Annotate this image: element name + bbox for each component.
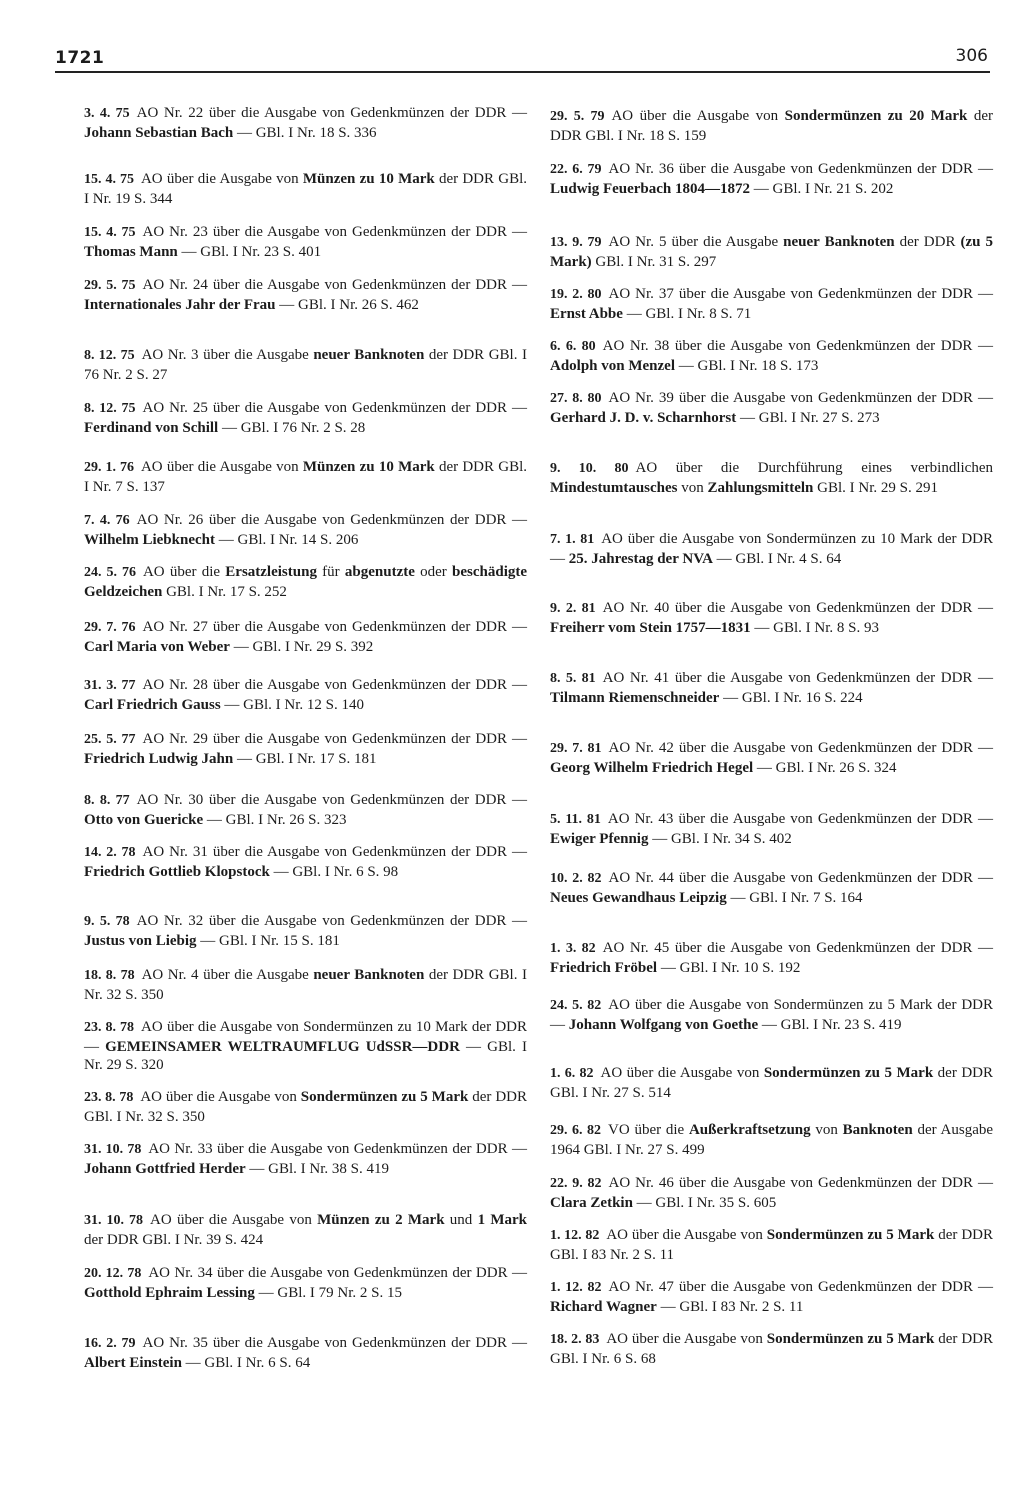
register-entry bbox=[550, 389, 993, 427]
entry-keyword: Carl Friedrich Gauss bbox=[84, 696, 221, 713]
register-entry bbox=[550, 939, 993, 977]
entry-date: 1. 12. 82 bbox=[550, 1280, 602, 1295]
entry-text: — GBl. I Nr. 26 S. 324 bbox=[753, 759, 897, 776]
entry-text: — GBl. I Nr. 12 S. 140 bbox=[220, 696, 364, 713]
entry-text: AO Nr. 46 über die Ausgabe von Gedenkmünzen der DDR — bbox=[608, 1175, 993, 1191]
entry-date: 29. 5. 75 bbox=[84, 278, 136, 293]
entry-text: AO über die Ausgabe von bbox=[606, 1227, 767, 1243]
entry-date: 9. 2. 81 bbox=[550, 601, 596, 616]
entry-date: 20. 12. 78 bbox=[84, 1266, 142, 1281]
entry-date: 14. 2. 78 bbox=[84, 845, 136, 860]
entry-text: — GBl. I Nr. 6 S. 64 bbox=[181, 1354, 311, 1371]
entry-date: 29. 7. 76 bbox=[84, 620, 136, 635]
entry-keyword: Außerkraftsetzung bbox=[688, 1122, 811, 1138]
entry-keyword: Justus von Liebig bbox=[84, 932, 197, 949]
entry-text: der DDR GBl. I Nr. 32 S. 350 bbox=[84, 1089, 527, 1125]
entry-text: AO Nr. 38 über die Ausgabe von Gedenkmünzen der DDR — bbox=[602, 338, 993, 354]
entry-date: 8. 12. 75 bbox=[84, 348, 135, 363]
entry-keyword: Neues Gewandhaus Leipzig bbox=[550, 889, 727, 906]
entry-text: AO Nr. 41 über die Ausgabe von Gedenkmünzen der DDR — bbox=[602, 670, 993, 686]
entry-text: — GBl. I Nr. 23 S. 401 bbox=[177, 243, 322, 260]
entry-keyword: Ferdinand von Schill bbox=[84, 419, 219, 436]
entry-text: — GBl. I Nr. 16 S. 224 bbox=[719, 689, 863, 706]
register-entry bbox=[84, 791, 527, 829]
entry-text: — GBl. I Nr. 6 S. 98 bbox=[269, 863, 399, 880]
entry-text: von bbox=[677, 479, 708, 496]
entry-text: GBl. I Nr. 17 S. 252 bbox=[162, 583, 287, 600]
entry-date: 29. 7. 81 bbox=[550, 741, 602, 756]
entry-keyword: Richard Wagner bbox=[550, 1298, 657, 1315]
register-entry bbox=[84, 458, 527, 496]
entry-text: — GBl. I Nr. 10 S. 192 bbox=[657, 959, 801, 976]
entry-date: 5. 11. 81 bbox=[550, 812, 601, 827]
register-entry bbox=[84, 511, 527, 549]
entry-keyword: Friedrich Fröbel bbox=[550, 959, 658, 976]
entry-date: 9. 5. 78 bbox=[84, 914, 130, 929]
entry-text: AO Nr. 28 über die Ausgabe von Gedenkmünzen der DDR — bbox=[142, 677, 527, 693]
entry-text: AO Nr. 26 über die Ausgabe von Gedenkmünzen der DDR — bbox=[136, 512, 527, 528]
entry-date: 19. 2. 80 bbox=[550, 287, 602, 302]
entry-date: 22. 9. 82 bbox=[550, 1176, 602, 1191]
entry-text: AO über die Ausgabe von Sondermünzen zu 10 Mark der DDR — bbox=[84, 1019, 528, 1055]
entry-keyword: Thomas Mann bbox=[84, 243, 178, 260]
register-entry bbox=[84, 1334, 527, 1372]
entry-text: AO Nr. 42 über die Ausgabe von Gedenkmünzen der DDR — bbox=[608, 740, 993, 756]
register-entry bbox=[84, 912, 527, 950]
register-entry bbox=[84, 223, 527, 261]
entry-text: — GBl. I Nr. 29 S. 320 bbox=[84, 1038, 528, 1073]
entry-date: 31. 3. 77 bbox=[84, 678, 136, 693]
entry-text: — GBl. I Nr. 18 S. 336 bbox=[233, 124, 377, 141]
entry-date: 27. 8. 80 bbox=[550, 391, 602, 406]
entry-date: 1. 6. 82 bbox=[550, 1066, 594, 1081]
register-entry bbox=[550, 669, 993, 707]
entry-text: der DDR GBl. I Nr. 39 S. 424 bbox=[84, 1231, 264, 1248]
entry-text: AO Nr. 35 über die Ausgabe von Gedenkmünzen der DDR — bbox=[142, 1335, 527, 1351]
entry-keyword: Gotthold Ephraim Lessing bbox=[84, 1284, 255, 1301]
entry-text: der DDR GBl. I Nr. 7 S. 137 bbox=[84, 459, 527, 495]
entry-keyword: Mindestumtausches bbox=[550, 479, 678, 496]
register-entry bbox=[84, 843, 527, 881]
register-entry bbox=[84, 618, 527, 656]
entry-text: — GBl. I Nr. 29 S. 392 bbox=[229, 638, 374, 655]
entry-text: AO über die Ausgabe von bbox=[600, 1065, 764, 1081]
entry-date: 18. 2. 83 bbox=[550, 1332, 600, 1347]
entry-text: oder bbox=[414, 564, 453, 580]
entry-keyword: 1 Mark bbox=[477, 1212, 527, 1228]
entry-keyword: Friedrich Gottlieb Klopstock bbox=[84, 863, 270, 880]
register-entry bbox=[550, 1330, 993, 1368]
entry-keyword: Internationales Jahr der Frau bbox=[84, 296, 276, 313]
entry-text: der DDR GBl. I 83 Nr. 2 S. 11 bbox=[550, 1227, 993, 1263]
entry-keyword: Münzen zu 10 Mark bbox=[302, 171, 435, 187]
entry-text: AO über die Ausgabe von bbox=[150, 1212, 318, 1228]
entry-text: AO Nr. 4 über die Ausgabe bbox=[141, 967, 314, 983]
register-entry bbox=[84, 276, 527, 314]
entry-keyword: Sondermünzen zu 5 Mark bbox=[300, 1089, 469, 1105]
entry-date: 22. 6. 79 bbox=[550, 162, 602, 177]
entry-keyword: Ersatzleistung bbox=[225, 564, 317, 580]
entry-keyword: Wilhelm Liebknecht bbox=[84, 531, 215, 548]
entry-keyword: (zu 5 Mark) bbox=[550, 234, 993, 270]
entry-text: — GBl. I Nr. 18 S. 173 bbox=[675, 357, 819, 374]
entry-keyword: Georg Wilhelm Friedrich Hegel bbox=[550, 759, 754, 776]
entry-text: — GBl. I 76 Nr. 2 S. 28 bbox=[218, 419, 366, 436]
register-entry bbox=[550, 810, 993, 848]
entry-date: 7. 1. 81 bbox=[550, 532, 595, 547]
entry-text: AO Nr. 37 über die Ausgabe von Gedenkmünzen der DDR — bbox=[608, 286, 993, 302]
entry-date: 29. 5. 79 bbox=[550, 109, 605, 124]
entry-text: VO über die bbox=[608, 1122, 689, 1138]
entry-text: — GBl. I Nr. 17 S. 181 bbox=[233, 750, 377, 767]
entry-keyword: abgenutzte bbox=[344, 564, 415, 580]
entry-keyword: Freiherr vom Stein 1757—1831 bbox=[550, 619, 751, 636]
entry-text: der DDR GBl. I Nr. 27 S. 514 bbox=[550, 1065, 993, 1101]
entry-text: AO über die Ausgabe von bbox=[140, 171, 303, 187]
register-entry bbox=[550, 599, 993, 637]
entry-text: von bbox=[810, 1122, 843, 1138]
entry-keyword: Adolph von Menzel bbox=[550, 357, 676, 374]
register-entry bbox=[550, 530, 993, 568]
entry-text: — GBl. I Nr. 8 S. 93 bbox=[750, 619, 880, 636]
entry-text: AO über die Ausgabe von bbox=[140, 1089, 301, 1105]
entry-text: AO Nr. 36 über die Ausgabe von Gedenkmünzen der DDR — bbox=[608, 161, 993, 177]
register-entry bbox=[84, 399, 527, 437]
register-entry bbox=[84, 1018, 527, 1075]
header-rule bbox=[55, 71, 990, 73]
entry-date: 1. 12. 82 bbox=[550, 1228, 600, 1243]
entry-date: 31. 10. 78 bbox=[84, 1142, 142, 1157]
entry-text: AO über die Durchführung eines verbindlichen bbox=[635, 460, 993, 476]
entry-date: 9. 10. 80 bbox=[550, 461, 629, 476]
entry-keyword: beschädigte Geldzeichen bbox=[84, 564, 528, 600]
entry-text: AO über die Ausgabe von bbox=[611, 108, 785, 124]
entry-text: der DDR GBl. I 76 Nr. 2 S. 27 bbox=[84, 347, 528, 383]
entry-date: 24. 5. 82 bbox=[550, 998, 602, 1013]
entry-text: AO Nr. 5 über die Ausgabe bbox=[608, 234, 784, 250]
entry-text: AO Nr. 45 über die Ausgabe von Gedenkmünzen der DDR — bbox=[602, 940, 993, 956]
entry-text: — GBl. I 79 Nr. 2 S. 15 bbox=[254, 1284, 402, 1301]
entry-text: AO Nr. 23 über die Ausgabe von Gedenkmünzen der DDR — bbox=[142, 224, 527, 240]
entry-keyword: Banknoten bbox=[842, 1122, 913, 1138]
entry-keyword: 25. Jahrestag der NVA bbox=[568, 550, 713, 567]
register-entry bbox=[550, 160, 993, 198]
entry-text: AO Nr. 43 über die Ausgabe von Gedenkmünzen der DDR — bbox=[607, 811, 993, 827]
entry-text: AO über die Ausgabe von Sondermünzen zu 10 Mark der DDR — bbox=[550, 531, 994, 567]
entry-text: AO über die Ausgabe von Sondermünzen zu 5 Mark der DDR — bbox=[550, 997, 994, 1033]
entry-keyword: neuer Banknoten bbox=[313, 347, 425, 363]
entry-date: 3. 4. 75 bbox=[84, 106, 130, 121]
entry-date: 31. 10. 78 bbox=[84, 1213, 144, 1228]
entry-keyword: Otto von Guericke bbox=[84, 811, 204, 828]
entry-date: 7. 4. 76 bbox=[84, 513, 130, 528]
entry-date: 8. 8. 77 bbox=[84, 793, 130, 808]
entry-text: der DDR GBl. I Nr. 19 S. 344 bbox=[84, 171, 527, 207]
register-entry bbox=[550, 1174, 993, 1212]
entry-date: 15. 4. 75 bbox=[84, 172, 134, 187]
entry-date: 6. 6. 80 bbox=[550, 339, 596, 354]
entry-date: 25. 5. 77 bbox=[84, 732, 136, 747]
entry-text: AO Nr. 29 über die Ausgabe von Gedenkmünzen der DDR — bbox=[142, 731, 527, 747]
entry-keyword: Johann Gottfried Herder bbox=[84, 1160, 246, 1177]
entry-date: 23. 8. 78 bbox=[84, 1020, 135, 1035]
entry-text: und bbox=[444, 1212, 478, 1228]
entry-text: AO Nr. 27 über die Ausgabe von Gedenkmünzen der DDR — bbox=[142, 619, 527, 635]
entry-text: der DDR GBl. I Nr. 6 S. 68 bbox=[550, 1331, 993, 1367]
entry-text: AO Nr. 32 über die Ausgabe von Gedenkmünzen der DDR — bbox=[136, 913, 527, 929]
register-entry bbox=[550, 996, 993, 1034]
page-number-left: 1721 bbox=[55, 48, 105, 68]
entry-text: der Ausgabe 1964 GBl. I Nr. 27 S. 499 bbox=[550, 1122, 994, 1158]
entry-text: — GBl. I Nr. 26 S. 323 bbox=[203, 811, 347, 828]
entry-date: 29. 6. 82 bbox=[550, 1123, 602, 1138]
entry-text: — GBl. I Nr. 21 S. 202 bbox=[750, 180, 894, 197]
entry-keyword: Sondermünzen zu 5 Mark bbox=[763, 1065, 934, 1081]
entry-keyword: Ludwig Feuerbach 1804—1872 bbox=[550, 180, 751, 197]
entry-text: — GBl. I Nr. 14 S. 206 bbox=[215, 531, 359, 548]
entry-text: — GBl. I Nr. 27 S. 273 bbox=[736, 409, 880, 426]
entry-text: GBl. I Nr. 29 S. 291 bbox=[813, 479, 938, 496]
register-entry bbox=[550, 1064, 993, 1102]
entry-keyword: Sondermünzen zu 5 Mark bbox=[766, 1331, 935, 1347]
entry-keyword: neuer Banknoten bbox=[783, 234, 895, 250]
entry-keyword: Carl Maria von Weber bbox=[84, 638, 230, 655]
entry-date: 1. 3. 82 bbox=[550, 941, 596, 956]
entry-text: — GBl. I Nr. 15 S. 181 bbox=[196, 932, 340, 949]
register-entry bbox=[84, 170, 527, 208]
register-entry bbox=[84, 1140, 527, 1178]
entry-date: 8. 5. 81 bbox=[550, 671, 596, 686]
entry-text: AO Nr. 39 über die Ausgabe von Gedenkmünzen der DDR — bbox=[608, 390, 993, 406]
register-entry bbox=[84, 1264, 527, 1302]
entry-text: der DDR bbox=[894, 234, 961, 250]
entry-keyword: Ernst Abbe bbox=[550, 305, 623, 322]
register-entry bbox=[550, 739, 993, 777]
entry-keyword: Münzen zu 2 Mark bbox=[317, 1212, 445, 1228]
register-entry bbox=[550, 459, 993, 497]
entry-text: AO Nr. 34 über die Ausgabe von Gedenkmünzen der DDR — bbox=[148, 1265, 528, 1281]
entry-text: — GBl. I Nr. 38 S. 419 bbox=[245, 1160, 389, 1177]
entry-text: AO Nr. 31 über die Ausgabe von Gedenkmünzen der DDR — bbox=[142, 844, 527, 860]
register-entry bbox=[550, 869, 993, 907]
entry-keyword: Gerhard J. D. v. Scharnhorst bbox=[550, 409, 737, 426]
entry-date: 10. 2. 82 bbox=[550, 871, 602, 886]
entry-date: 15. 4. 75 bbox=[84, 225, 136, 240]
register-entry bbox=[84, 730, 527, 768]
entry-keyword: Sondermünzen zu 5 Mark bbox=[766, 1227, 935, 1243]
register-entry bbox=[550, 1226, 993, 1264]
entry-keyword: Albert Einstein bbox=[84, 1354, 182, 1371]
register-entry bbox=[550, 285, 993, 323]
register-entry bbox=[84, 966, 527, 1004]
entry-keyword: Zahlungsmitteln bbox=[707, 479, 814, 496]
entry-text: AO Nr. 30 über die Ausgabe von Gedenkmünzen der DDR — bbox=[136, 792, 527, 808]
entry-keyword: Münzen zu 10 Mark bbox=[302, 459, 435, 475]
entry-text: — GBl. I Nr. 26 S. 462 bbox=[275, 296, 419, 313]
entry-text: AO über die bbox=[142, 564, 226, 580]
register-entry bbox=[550, 1278, 993, 1316]
entry-text: — GBl. I Nr. 4 S. 64 bbox=[712, 550, 842, 567]
register-entry bbox=[550, 337, 993, 375]
entry-keyword: Friedrich Ludwig Jahn bbox=[84, 750, 234, 767]
entry-text: AO Nr. 47 über die Ausgabe von Gedenkmünzen der DDR — bbox=[608, 1279, 993, 1295]
entry-date: 8. 12. 75 bbox=[84, 401, 136, 416]
entry-keyword: Clara Zetkin bbox=[550, 1194, 633, 1211]
register-entry bbox=[84, 1088, 527, 1126]
register-entry bbox=[550, 107, 993, 145]
entry-text: der DDR GBl. I Nr. 18 S. 159 bbox=[550, 108, 994, 144]
entry-keyword: Johann Wolfgang von Goethe bbox=[568, 1016, 759, 1033]
entry-keyword: Sondermünzen zu 20 Mark bbox=[784, 108, 968, 124]
entry-text: AO Nr. 25 über die Ausgabe von Gedenkmünzen der DDR — bbox=[142, 400, 527, 416]
entry-text: AO über die Ausgabe von bbox=[140, 459, 303, 475]
register-entry bbox=[84, 104, 527, 142]
entry-text: AO Nr. 33 über die Ausgabe von Gedenkmünzen der DDR — bbox=[148, 1141, 528, 1157]
entry-date: 24. 5. 76 bbox=[84, 565, 136, 580]
entry-text: der DDR GBl. I Nr. 32 S. 350 bbox=[84, 967, 528, 1003]
entry-date: 18. 8. 78 bbox=[84, 968, 135, 983]
entry-keyword: Ewiger Pfennig bbox=[550, 830, 649, 847]
entry-text: — GBl. I Nr. 23 S. 419 bbox=[758, 1016, 902, 1033]
register-entry bbox=[550, 233, 993, 271]
page-number-right: 306 bbox=[955, 46, 988, 66]
entry-date: 13. 9. 79 bbox=[550, 235, 602, 250]
entry-text: GBl. I Nr. 31 S. 297 bbox=[591, 253, 717, 270]
entry-text: AO Nr. 22 über die Ausgabe von Gedenkmünzen der DDR — bbox=[136, 105, 527, 121]
entry-text: — GBl. I Nr. 8 S. 71 bbox=[622, 305, 752, 322]
entry-text: AO Nr. 3 über die Ausgabe bbox=[141, 347, 314, 363]
entry-text: — GBl. I Nr. 7 S. 164 bbox=[726, 889, 863, 906]
entry-keyword: neuer Banknoten bbox=[313, 967, 425, 983]
entry-date: 23. 8. 78 bbox=[84, 1090, 134, 1105]
register-entry bbox=[84, 346, 527, 384]
entry-keyword: Tilmann Riemenschneider bbox=[550, 689, 720, 706]
register-entry bbox=[84, 676, 527, 714]
entry-text: — GBl. I Nr. 35 S. 605 bbox=[632, 1194, 777, 1211]
register-entry bbox=[84, 1211, 527, 1249]
entry-date: 16. 2. 79 bbox=[84, 1336, 136, 1351]
entry-text: — GBl. I Nr. 34 S. 402 bbox=[648, 830, 792, 847]
entry-text: AO Nr. 44 über die Ausgabe von Gedenkmünzen der DDR — bbox=[608, 870, 993, 886]
entry-date: 29. 1. 76 bbox=[84, 460, 134, 475]
entry-text: — GBl. I 83 Nr. 2 S. 11 bbox=[656, 1298, 804, 1315]
entry-keyword: Johann Sebastian Bach bbox=[84, 124, 234, 141]
entry-keyword: GEMEINSAMER WELTRAUMFLUG UdSSR—DDR bbox=[105, 1038, 460, 1055]
entry-text: AO über die Ausgabe von bbox=[606, 1331, 767, 1347]
entry-text: für bbox=[316, 564, 345, 580]
entry-text: AO Nr. 40 über die Ausgabe von Gedenkmünzen der DDR — bbox=[602, 600, 993, 616]
entry-text: AO Nr. 24 über die Ausgabe von Gedenkmünzen der DDR — bbox=[142, 277, 527, 293]
register-entry bbox=[84, 563, 527, 601]
register-entry bbox=[550, 1121, 993, 1159]
